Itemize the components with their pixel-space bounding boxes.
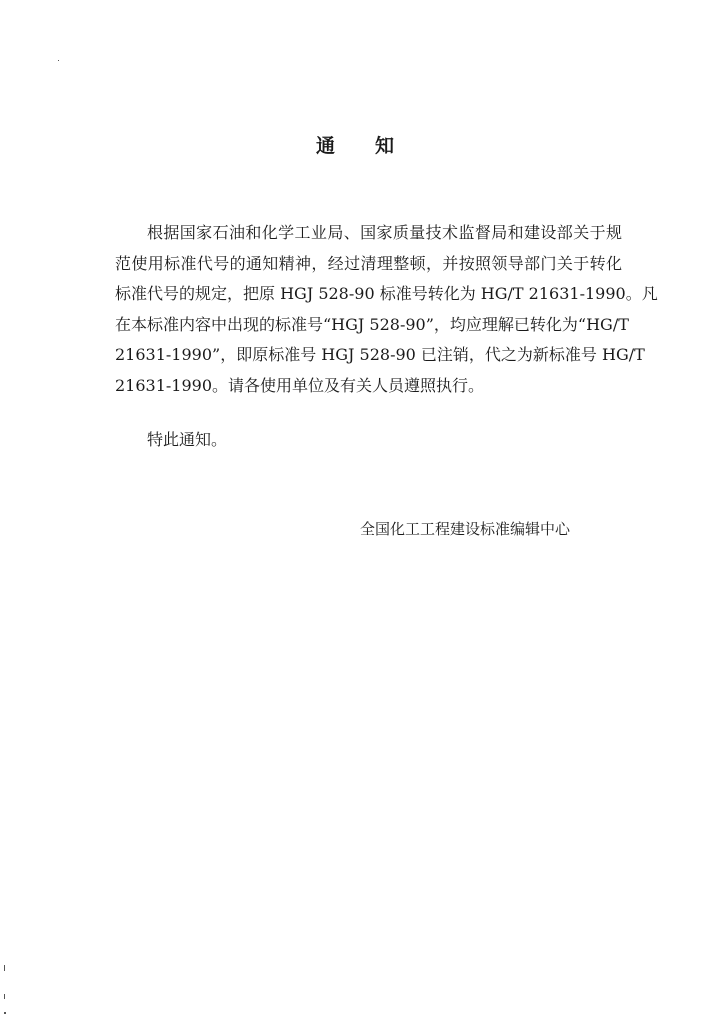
issuer-signature: 全国化工工程建设标准编辑中心 — [360, 520, 571, 538]
scan-speck — [4, 965, 5, 971]
paragraph-line: 范使用标准代号的通知精神，经过清理整顿，并按照领导部门关于转化 — [115, 253, 622, 273]
notice-paragraph — [115, 218, 658, 401]
paragraph-line: 标准代号的规定，把原 HGJ 528-90 标准号转化为 HG/T 21631-1990。凡 — [115, 284, 658, 303]
paragraph-line: 在本标准内容中出现的标准号“HGJ 528-90”，均应理解已转化为“HG/T — [115, 314, 629, 334]
scan-speck — [4, 1012, 6, 1014]
paragraph-line: 21631-1990。请各使用单位及有关人员遵照执行。 — [115, 375, 485, 395]
notice-title-left: 通 — [315, 135, 335, 157]
scan-speck — [4, 994, 5, 999]
paragraph-line: 根据国家石油和化学工业局、国家质量技术监督局和建设部关于规 — [147, 223, 622, 242]
notice-title — [0, 131, 710, 158]
closing-text: 特此通知。 — [147, 430, 228, 449]
notice-title-right: 知 — [375, 135, 395, 157]
paragraph-line: 21631-1990”，即原标准号 HGJ 528-90 已注销，代之为新标准号 HG/T — [115, 345, 645, 364]
scan-speck — [58, 60, 59, 61]
